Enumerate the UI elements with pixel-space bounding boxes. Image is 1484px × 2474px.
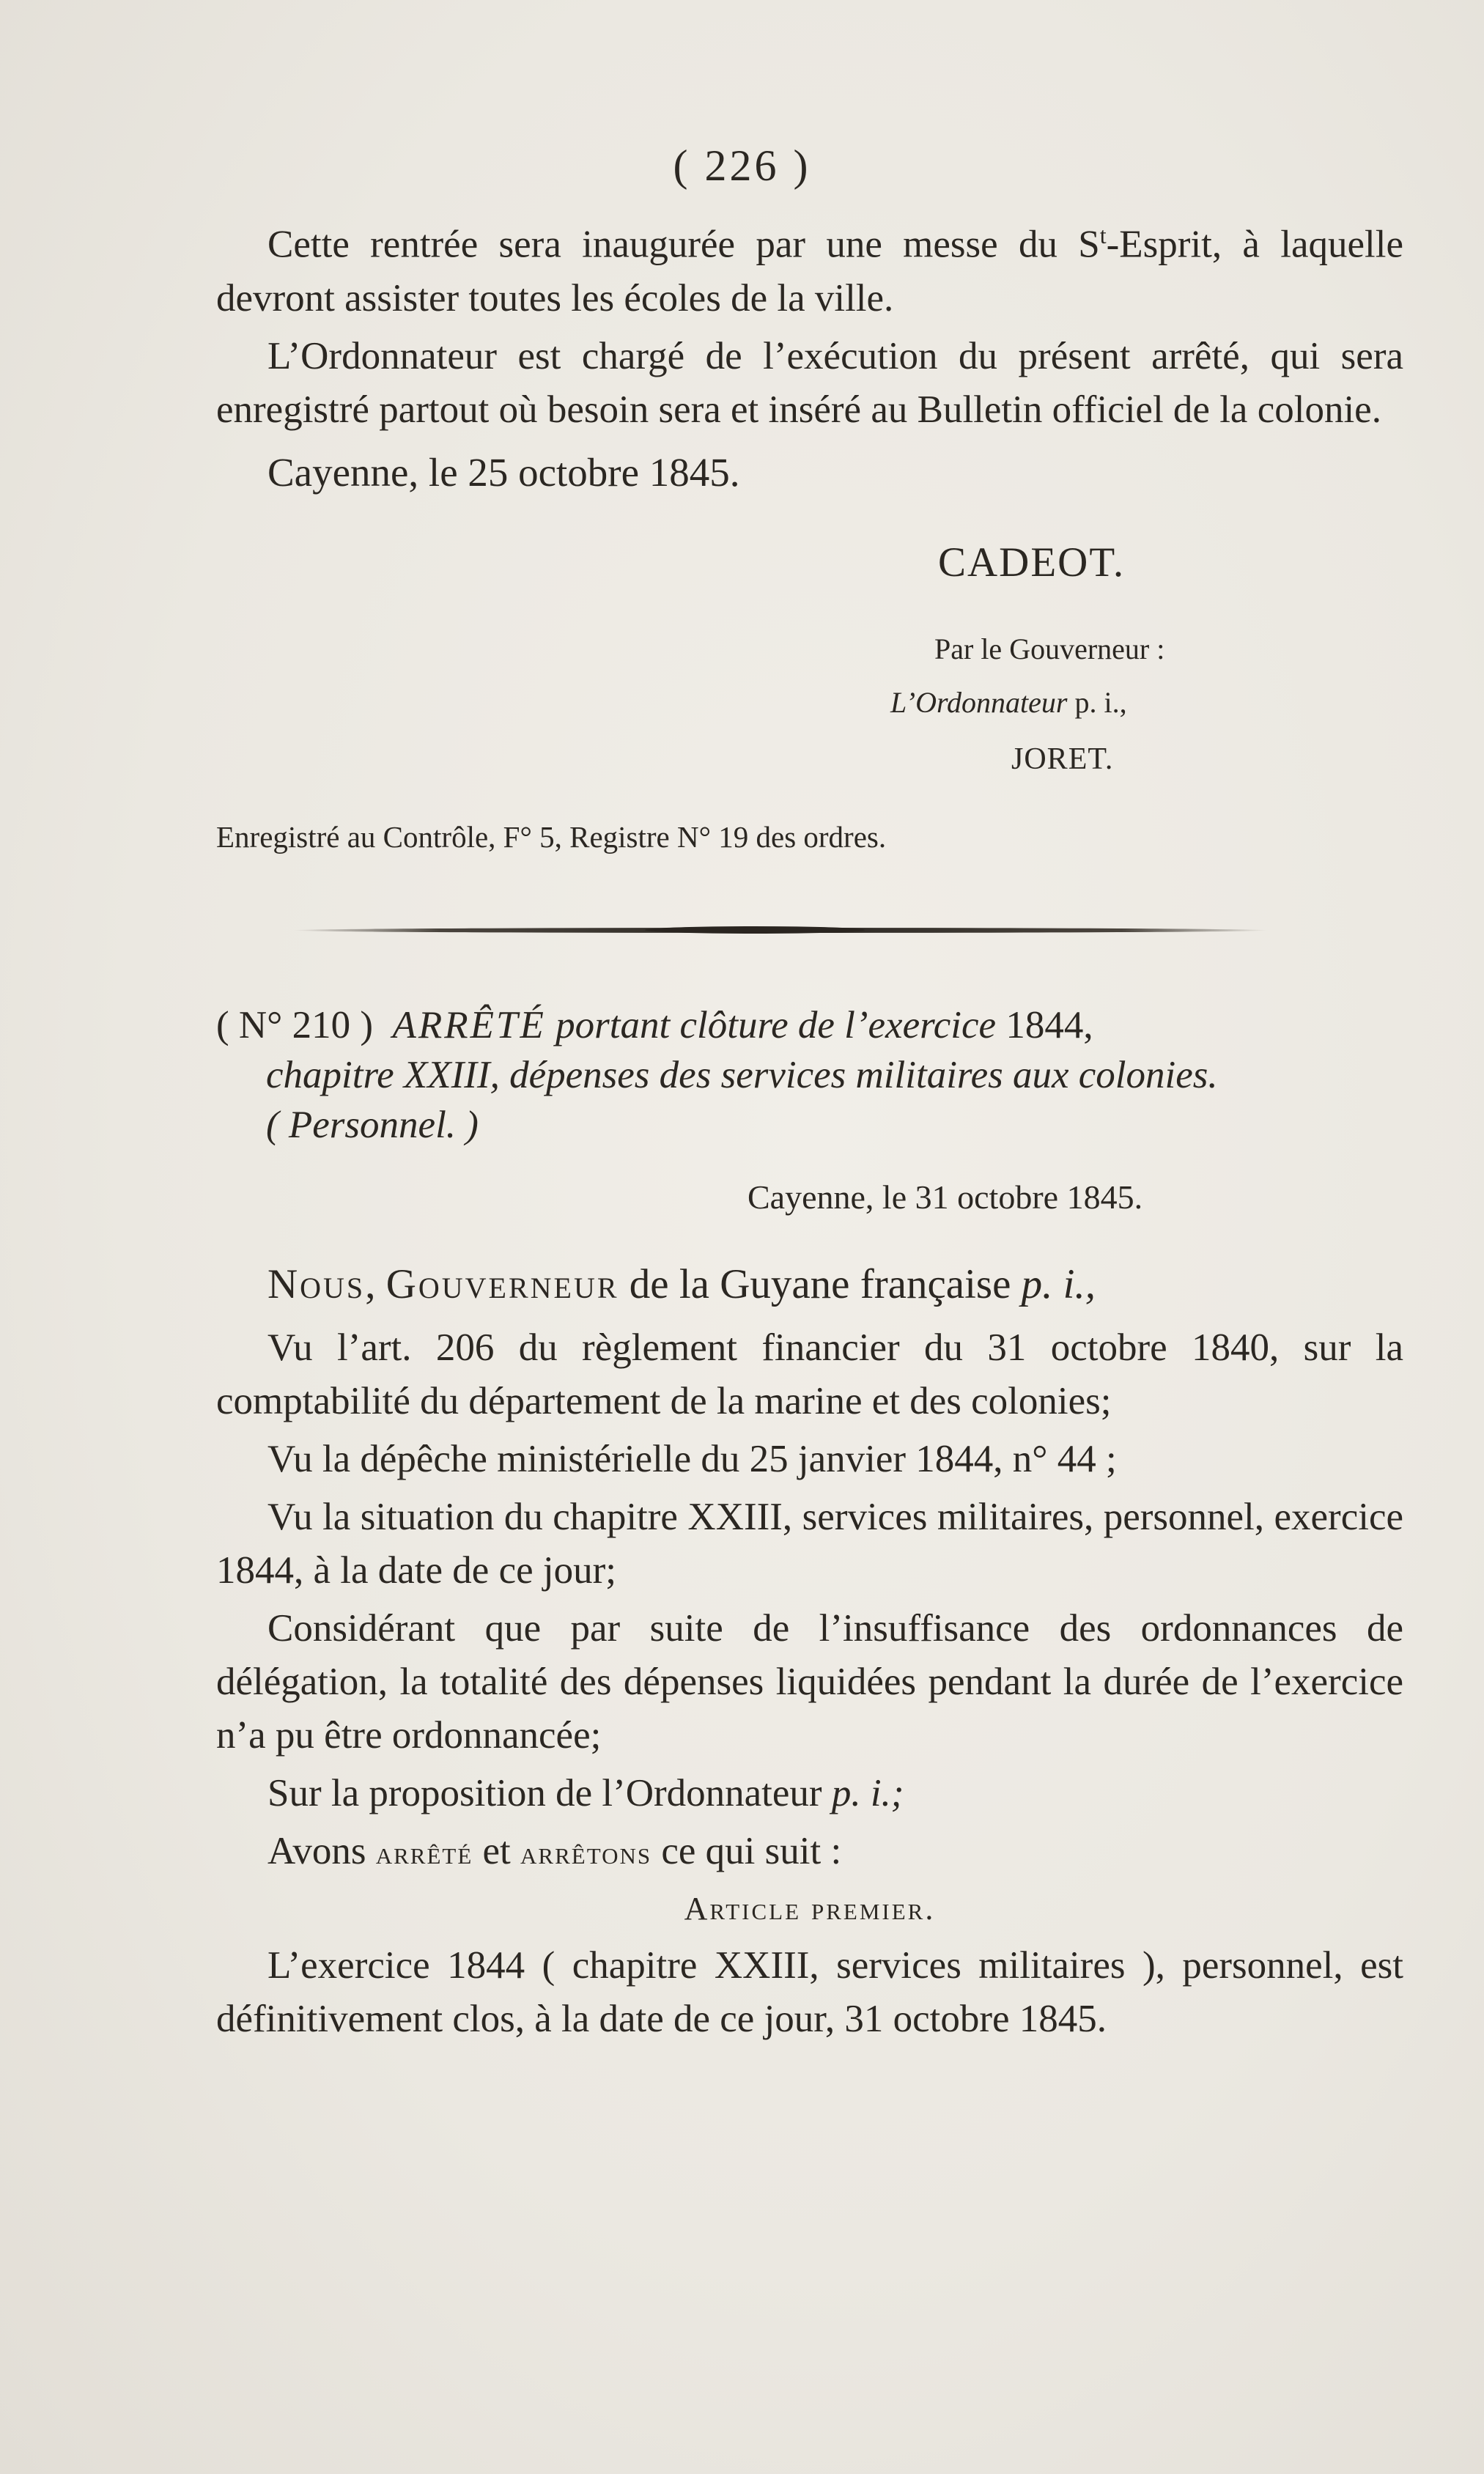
- preamble-pi: p. i.,: [1021, 1261, 1096, 1307]
- decree-title-line-2: chapitre XXIII, dépenses des services militaires aux colonies.: [266, 1054, 1218, 1096]
- avons-end: ce qui suit :: [661, 1830, 842, 1872]
- decree-title-year: 1844: [1005, 1004, 1084, 1046]
- decree-title: [216, 1000, 1403, 1150]
- article-heading: Article premier.: [684, 1891, 936, 1927]
- preamble: Nous, Gouverneur de la Guyane française p. i.,: [267, 1261, 1096, 1307]
- intro-superscript: t: [1099, 222, 1107, 248]
- preamble-rest: de la Guyane française: [629, 1261, 1011, 1307]
- decree-title-text-1: portant clôture de l’exercice: [555, 1004, 997, 1046]
- page-number: ( 226 ): [673, 141, 811, 190]
- avons-word: Avons: [267, 1830, 366, 1872]
- decree-title-head: ARRÊTÉ: [392, 1004, 546, 1046]
- vu-depeche: Vu la dépêche ministérielle du 25 janvier 1844, n° 44 ;: [267, 1438, 1117, 1480]
- proposition-pi: p. i.;: [831, 1772, 904, 1814]
- intro-text-1a: Cette rentrée sera inaugurée par une messe du S: [267, 223, 1100, 266]
- avons-et: et: [482, 1830, 511, 1872]
- signature-name: CADEOT.: [938, 539, 1126, 586]
- signature-ordonnateur: [890, 685, 1127, 720]
- intro-text-1b: -Esprit, à laquelle devront assister toutes les écoles de la ville.: [216, 223, 1403, 320]
- ordonnateur-suffix: p. i.,: [1074, 686, 1127, 719]
- decree-date: Cayenne, le 31 octobre 1845.: [747, 1178, 1143, 1216]
- registration-line: Enregistré au Contrôle, F° 5, Registre N° 19 des ordres.: [216, 820, 887, 854]
- intro-paragraph-1: [216, 209, 1403, 325]
- avons-line: [216, 1825, 1403, 1880]
- article-text: L’exercice 1844 ( chapitre XXIII, services militaires ), personnel, est définitivement clos, à la date de ce jour, 31 octobre 1845.: [216, 1944, 1403, 2040]
- section-divider-center: [645, 926, 865, 934]
- intro-date: Cayenne, le 25 octobre 1845.: [267, 449, 740, 495]
- avons-arrete: arrêté: [375, 1835, 473, 1871]
- considerant: Considérant que par suite de l’insuffisance des ordonnances de délégation, la totalité des dépenses liquidées pendant la durée de l’exercice n’a pu être ordonnancée;: [216, 1607, 1403, 1757]
- intro-paragraph-2: L’Ordonnateur est chargé de l’exécution du présent arrêté, qui sera enregistré partout où besoin sera et inséré au Bulletin officiel de la colonie.: [216, 334, 1403, 431]
- vu-article: Vu l’art. 206 du règlement financier du 31 octobre 1840, sur la comptabilité du département de la marine et des colonies;: [216, 1326, 1403, 1422]
- avons-arretons: arrêtons: [520, 1835, 652, 1871]
- decree-title-line-1: ( N° 210 ) ARRÊTÉ portant clôture de l’exercice 1844,: [216, 1004, 1093, 1046]
- signature-ordonnateur-name: JORET.: [1011, 742, 1114, 776]
- preamble-gouverneur: Gouverneur: [385, 1261, 619, 1307]
- proposition: [216, 1767, 1403, 1820]
- vu-situation: Vu la situation du chapitre XXIII, services militaires, personnel, exercice 1844, à la date de ce jour;: [216, 1496, 1403, 1592]
- decree-number: ( N° 210 ): [216, 1004, 374, 1046]
- preamble-nous: Nous: [267, 1261, 366, 1307]
- decree-body: [216, 1257, 1403, 2046]
- decree-title-line-3: ( Personnel. ): [266, 1104, 479, 1146]
- proposition-text: Sur la proposition de l’Ordonnateur: [267, 1772, 822, 1814]
- ordonnateur-title: L’Ordonnateur: [890, 686, 1068, 719]
- signature-par: Par le Gouverneur :: [934, 632, 1165, 665]
- intro-section: [216, 209, 1403, 499]
